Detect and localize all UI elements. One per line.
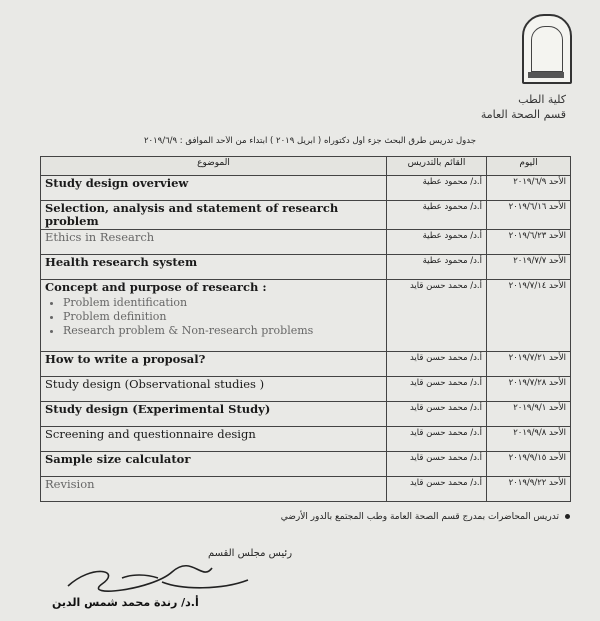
topic-cell [41,280,387,352]
topic-text: How to write a proposal? [45,352,206,366]
date-cell: الأحد ٢٠١٩/٩/١ [487,402,571,427]
topic-text: Study design overview [45,176,189,190]
subtopic-item: • Problem identification [63,296,382,310]
topic-text: Screening and questionnaire design [45,427,256,441]
topic-cell [41,452,387,477]
topic-text: Selection, analysis and statement of research problem [45,201,339,228]
topic-cell [41,352,387,377]
table-row [41,280,571,352]
subtopic-item: • Research problem & Non-research problems [63,324,382,338]
topic-text: Sample size calculator [45,452,191,466]
table-row [41,352,571,377]
lecturer-cell: أ.د/ محمد حسن قايد [387,427,487,452]
date-cell: الأحد ٢٠١٩/٧/٢٨ [487,377,571,402]
table-row [41,176,571,201]
column-header-lecturer: القائم بالتدريس [387,157,487,176]
lecturer-cell: أ.د/ محمد حسن قايد [387,402,487,427]
topic-cell [41,427,387,452]
lecturer-cell: أ.د/ محمود عطية [387,176,487,201]
venue-note-text: تدريس المحاضرات بمدرج قسم الصحة العامة وطب المجتمع بالدور الأرضي [280,512,559,522]
table-row [41,255,571,280]
date-cell: الأحد ٢٠١٩/٦/١٦ [487,201,571,230]
lecturer-cell: أ.د/ محمد حسن قايد [387,452,487,477]
schedule-title: جدول تدريس طرق البحث جزء أول دكتوراه ( ابريل ٢٠١٩ ) ابتداء من الأحد الموافق : ٢٠١٩/٦/٩ [143,136,476,146]
schedule-rows [41,176,571,502]
table-header-row [41,157,571,176]
handwritten-signature [62,560,252,596]
topic-cell [41,377,387,402]
chair-name: أ.د/ رندة محمد شمس الدين [52,596,199,609]
topic-text: Concept and purpose of research : [45,280,267,294]
topic-text: Study design (Observational studies ) [45,377,265,391]
column-header-topic: الموضوع [41,157,387,176]
date-cell: الأحد ٢٠١٩/٧/٧ [487,255,571,280]
faculty-logo-icon [522,14,572,84]
table-row [41,230,571,255]
topic-cell [41,477,387,502]
topic-cell [41,255,387,280]
table-row [41,477,571,502]
subtopic-list [45,296,382,338]
lecturer-cell: أ.د/ محمد حسن قايد [387,377,487,402]
topic-cell [41,201,387,230]
chair-title: رئيس مجلس القسم [207,548,293,559]
date-cell: الأحد ٢٠١٩/٦/٩ [487,176,571,201]
lecturer-cell: أ.د/ محمود عطية [387,201,487,230]
lecturer-cell: أ.د/ محمد حسن قايد [387,477,487,502]
bullet-icon [565,514,570,519]
date-cell: الأحد ٢٠١٩/٩/١٥ [487,452,571,477]
date-cell: الأحد ٢٠١٩/٩/٢٢ [487,477,571,502]
venue-note [281,512,570,522]
date-cell: الأحد ٢٠١٩/٦/٢٣ [487,230,571,255]
lecturer-cell: أ.د/ محمد حسن قايد [387,352,487,377]
table-row [41,201,571,230]
date-cell: الأحد ٢٠١٩/٧/١٤ [487,280,571,352]
topic-cell [41,176,387,201]
organization-header [481,92,566,122]
department-name: قسم الصحة العامة [480,108,566,121]
table-row [41,452,571,477]
date-cell: الأحد ٢٠١٩/٧/٢١ [487,352,571,377]
subtopic-item: • Problem definition [63,310,382,324]
table-row [41,377,571,402]
topic-text: Revision [45,477,95,491]
table-row [41,427,571,452]
column-header-date: اليوم [487,157,571,176]
date-cell: الأحد ٢٠١٩/٩/٨ [487,427,571,452]
schedule-table [40,156,571,502]
topic-text: Study design (Experimental Study) [45,402,271,416]
topic-text: Ethics in Research [45,230,155,244]
lecturer-cell: أ.د/ محمود عطية [387,230,487,255]
lecturer-cell: أ.د/ محمود عطية [387,255,487,280]
topic-text: Health research system [45,255,198,269]
topic-cell [41,402,387,427]
table-row [41,402,571,427]
lecturer-cell: أ.د/ محمد حسن قايد [387,280,487,352]
faculty-name: كلية الطب [518,93,566,106]
topic-cell [41,230,387,255]
